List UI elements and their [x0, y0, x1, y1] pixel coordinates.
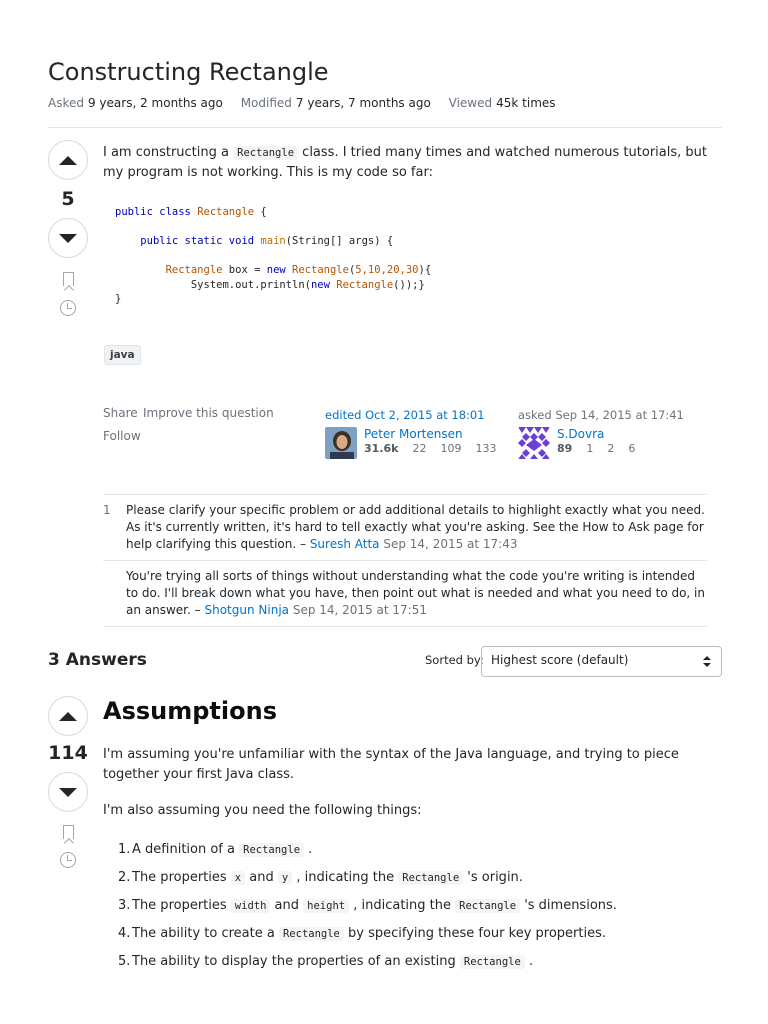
- bookmark-icon: [63, 825, 74, 839]
- select-arrows-icon: [703, 656, 711, 668]
- arrow-up-icon: [59, 712, 77, 721]
- asked-label: Asked: [48, 96, 84, 110]
- bookmark-icon: [63, 272, 74, 286]
- sorted-by-label: Sorted by:: [425, 653, 484, 667]
- question-title[interactable]: Constructing Rectangle: [48, 58, 329, 86]
- answer-history-button[interactable]: [48, 852, 88, 868]
- comment-date[interactable]: Sep 14, 2015 at 17:51: [292, 603, 427, 617]
- body-text: class. I tried many times and watched numerous tutorials, but: [302, 145, 707, 160]
- comment-date[interactable]: Sep 14, 2015 at 17:43: [383, 537, 518, 551]
- sort-select-value: Highest score (default): [491, 653, 629, 667]
- body-text: I am constructing a: [103, 145, 229, 160]
- comment-text: Please clarify your specific problem or add additional details to highlight exactly what you need. As it's currently written, it's hard to tell exactly what you're asking. See the How to Ask page for help clarifying this question. –: [126, 503, 705, 551]
- follow-link[interactable]: Follow: [103, 429, 141, 443]
- comment-score: 1: [103, 503, 111, 517]
- upvote-button[interactable]: [48, 140, 88, 180]
- sort-select[interactable]: [481, 646, 722, 677]
- answer-paragraph: I'm also assuming you need the following things:: [103, 803, 422, 818]
- tag-java[interactable]: java: [104, 345, 141, 365]
- asked-value[interactable]: 9 years, 2 months ago: [87, 96, 223, 110]
- answer-heading: Assumptions: [103, 697, 277, 725]
- list-item: 2. The properties x and y , indicating the Rectangle 's origin.: [118, 870, 523, 885]
- answer-downvote-button[interactable]: [48, 772, 88, 812]
- question-score: 5: [61, 188, 75, 210]
- asker-signature: [518, 408, 708, 468]
- asker-name[interactable]: S.Dovra: [557, 427, 605, 441]
- viewed-label: Viewed: [448, 96, 493, 110]
- editor-signature: [325, 408, 505, 468]
- list-item: 5. The ability to display the properties of an existing Rectangle .: [118, 954, 534, 969]
- editor-avatar[interactable]: [325, 427, 357, 459]
- header-divider: [48, 127, 722, 128]
- edited-time-link[interactable]: edited Oct 2, 2015 at 18:01: [325, 408, 485, 422]
- answers-count-heading: 3 Answers: [48, 650, 147, 670]
- comment: [103, 494, 707, 560]
- arrow-up-icon: [59, 156, 77, 165]
- comments-divider: [103, 626, 707, 627]
- inline-code: Rectangle: [233, 146, 298, 160]
- history-button[interactable]: [48, 300, 88, 316]
- body-text: my program is not working. This is my code so far:: [103, 165, 433, 180]
- history-icon: [60, 300, 76, 316]
- answer-paragraph: I'm assuming you're unfamiliar with the syntax of the Java language, and trying to piece together your first Java class.: [103, 747, 679, 782]
- improve-question-link[interactable]: Improve this question: [143, 406, 274, 420]
- modified-label: Modified: [240, 96, 292, 110]
- list-item: 1. A definition of a Rectangle .: [118, 842, 313, 857]
- share-link[interactable]: Share: [103, 406, 138, 420]
- question-meta: [48, 96, 570, 110]
- list-item: 3. The properties width and height , indicating the Rectangle 's dimensions.: [118, 898, 617, 913]
- answer-upvote-button[interactable]: [48, 696, 88, 736]
- viewed-value: 45k times: [496, 96, 556, 110]
- answer-score: 114: [48, 742, 88, 764]
- arrow-down-icon: [59, 788, 77, 797]
- comment-user-link[interactable]: Shotgun Ninja: [204, 603, 289, 617]
- comments-list: [103, 494, 707, 627]
- comment-user-link[interactable]: Suresh Atta: [309, 537, 380, 551]
- arrow-down-icon: [59, 234, 77, 243]
- asked-time: asked Sep 14, 2015 at 17:41: [518, 408, 684, 422]
- bookmark-button[interactable]: [48, 272, 88, 286]
- answer-bookmark-button[interactable]: [48, 825, 88, 839]
- editor-reputation: 31.6k 22 109 133: [364, 442, 497, 455]
- requirements-list: [118, 836, 617, 976]
- answer-vote-cell: [48, 696, 88, 868]
- code-block: public class Rectangle { public static void main(String[] args) { Rectangle box = new Rectangle(5,10,20,30){ System.out.println(new Rectangle());} }: [115, 206, 432, 305]
- question-vote-cell: [48, 140, 88, 316]
- list-item: 4. The ability to create a Rectangle by specifying these four key properties.: [118, 926, 607, 941]
- question-body: [103, 143, 713, 182]
- asker-reputation: 89 1 2 6: [557, 442, 636, 455]
- modified-value[interactable]: 7 years, 7 months ago: [295, 96, 431, 110]
- editor-name[interactable]: Peter Mortensen: [364, 427, 463, 441]
- comment: [103, 560, 707, 626]
- history-icon: [60, 852, 76, 868]
- asker-avatar[interactable]: [518, 427, 550, 459]
- downvote-button[interactable]: [48, 218, 88, 258]
- comment-text: You're trying all sorts of things without understanding what the code you're writing is intended to do. I'll break down what you have, then point out what is needed and what you need to do, in an answer. –: [126, 569, 705, 617]
